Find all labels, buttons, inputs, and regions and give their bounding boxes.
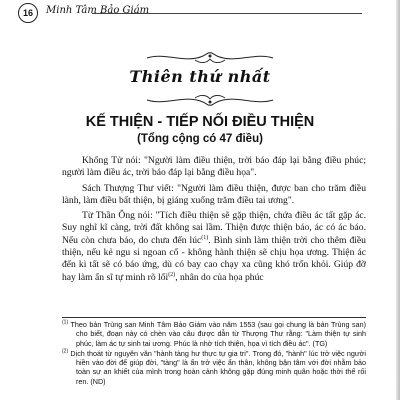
body-text	[62, 155, 366, 287]
paragraph-text: Khổng Tử nói: "Người làm điều thiện, trời báo đáp lại bằng điều phúc; người làm điều ác, trời báo đáp lại bằng điều họa".	[62, 155, 366, 179]
footnote-ref[interactable]: (1)	[201, 234, 209, 241]
footnote-ref[interactable]: (2)	[168, 271, 176, 278]
paragraph	[62, 183, 366, 208]
page-header	[18, 3, 348, 23]
footnote-text: Theo bản Trùng san Minh Tâm Bảo Giám vào năm 1553 (sau gọi chung là bản Trùng san) cho biết, đoạn này có chèn vào câu được dẫn từ Thượng Thư rằng: "Làm thiện tự sinh phúc, làm ác tự sinh tai ương. Phúc là nhờ tích thiện, họa vì tích điều ác". (TG)	[70, 320, 366, 348]
paragraph-text: Sách Thượng Thư viết: "Người làm điều thiện, được ban cho trăm điều lành, làm điều bất thiện, bị giáng xuống trăm điều tai ương".	[62, 182, 366, 206]
footnote	[62, 320, 366, 348]
bottom-ornament	[145, 92, 275, 108]
footnote-marker: (2)	[62, 348, 69, 355]
paragraph-text: . Bình sinh làm thiện trời cho thêm điều thiện, nếu kẻ ngu si ngoan cố - không hành thiện sẽ chịu họa ương. Thiện ác đến kì tất sẽ có báo ứng, dù có bay cao chạy xa cũng khó trốn khỏi. Giúp đỡ hay làm ẩn sĩ tự minh rõ lối	[62, 234, 366, 283]
footnotes	[62, 320, 366, 387]
chapter-title: KẾ THIỆN - TIẾP NỐI ĐIỀU THIỆN	[85, 114, 315, 130]
footnote	[62, 349, 366, 386]
paragraph-text: Từ Thần Ông nói: "Tích điều thiện sẽ gặp thiện, chứa điều ác tất gặp ác. Suy nghĩ kĩ càng, trời đất không sai lầm. Thiện được thiện báo, ác có ác báo. Nếu còn chưa báo, do chưa đến lúc	[62, 210, 366, 246]
page-edge-shadow	[396, 0, 400, 400]
footnote-text: Dịch thoát từ nguyên văn "hành tàng hư thực tự gia tri". Trong đó, "hành" lúc trở việc người hiền vào đời để giúp đời, "tàng" là ẩn trở việc ẩn thân, không bận tâm với đời nhằm bảo toàn sự an khiết của mình trong hoàn cảnh không gặp đúng minh quân hoặc thời thế rối ren. (ND)	[70, 348, 366, 386]
running-head: Minh Tâm Bảo Giám	[46, 5, 150, 16]
top-ornament	[145, 50, 275, 66]
paragraph	[62, 155, 366, 180]
footnote-marker: (1)	[62, 319, 69, 326]
section-title: Thiên thứ nhất	[129, 67, 271, 86]
header-rule	[92, 13, 362, 14]
paragraph	[62, 210, 366, 284]
page-number: 16	[18, 3, 38, 23]
footnote-divider	[62, 317, 366, 318]
paragraph-text: , nhân do của họa phúc	[175, 271, 264, 283]
chapter-subtitle: (Tổng cộng có 47 điều)	[137, 133, 263, 145]
